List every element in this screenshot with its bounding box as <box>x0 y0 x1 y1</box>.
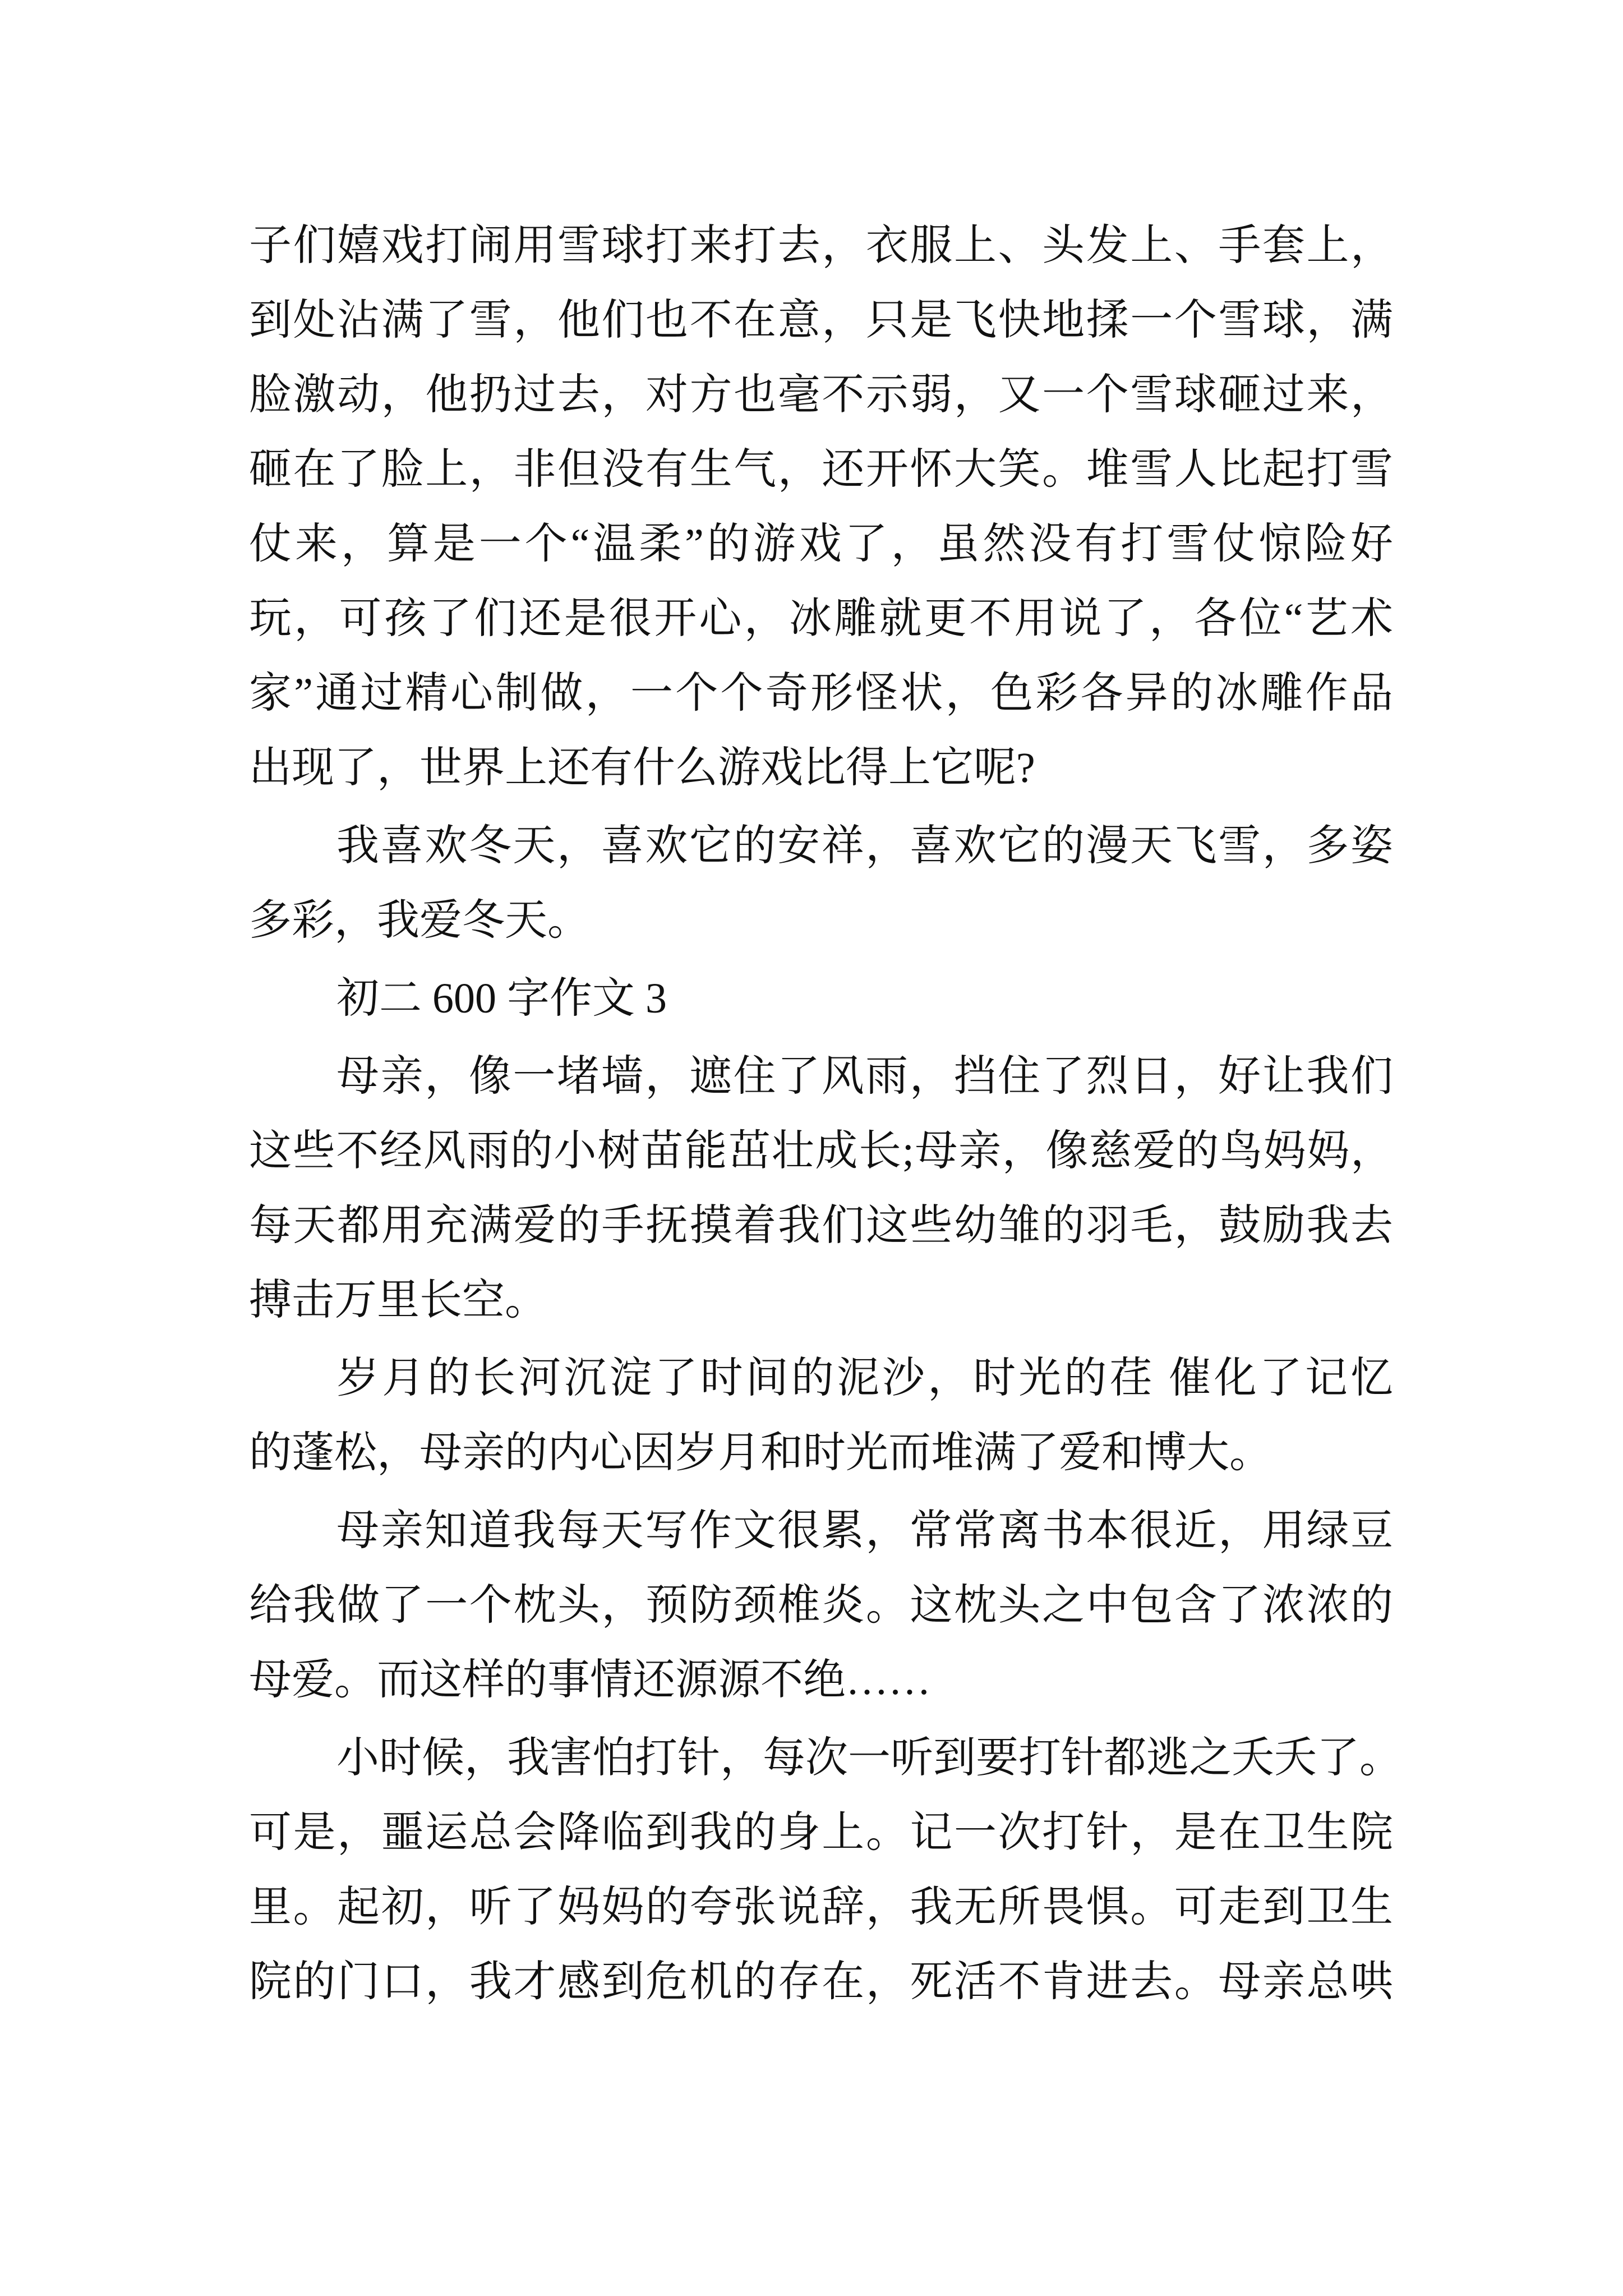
document-body <box>249 209 1402 2019</box>
section-heading <box>249 961 1393 1036</box>
paragraph-injection <box>249 1721 1402 2019</box>
text-line: 可是，噩运总会降临到我的身上。记一次打针，是在卫生院 <box>249 1809 1393 1856</box>
text-line: 到处沾满了雪，他们也不在意，只是飞快地揉一个雪球，满 <box>249 297 1393 344</box>
text-line: 搏击万里长空。 <box>249 1277 547 1324</box>
text-line: 多彩，我爱冬天。 <box>249 897 590 944</box>
text-line: 玩，可孩了们还是很开心，冰雕就更不用说了，各位“艺术 <box>249 595 1393 642</box>
paragraph-years-river <box>249 1341 1393 1490</box>
text-line: 母亲，像一堵墙，遮住了风雨，挡住了烈日，好让我们 <box>336 1053 1393 1100</box>
paragraph-pillow <box>249 1494 1393 1718</box>
text-line: 子们嬉戏打闹用雪球打来打去，衣服上、头发上、手套上， <box>249 222 1393 269</box>
text-line: 给我做了一个枕头，预防颈椎炎。这枕头之中包含了浓浓的 <box>249 1582 1393 1629</box>
text-line: 家”通过精心制做，一个个奇形怪状，色彩各异的冰雕作品 <box>249 670 1393 717</box>
text-line: 小时候，我害怕打针，每次一听到要打针都逃之夭夭了。 <box>336 1734 1402 1782</box>
text-line: 脸激动，他扔过去，对方也毫不示弱，又一个雪球砸过来， <box>249 371 1393 418</box>
text-line: 母亲知道我每天写作文很累，常常离书本很近，用绿豆 <box>336 1507 1393 1554</box>
section-heading-text: 初二 600 字作文 3 <box>336 975 667 1022</box>
text-line: 的蓬松，母亲的内心因岁月和时光而堆满了爱和博大。 <box>249 1429 1272 1476</box>
paragraph-mother-wall <box>249 1039 1393 1338</box>
text-line: 这些不经风雨的小树苗能茁壮成长;母亲，像慈爱的鸟妈妈， <box>249 1128 1393 1175</box>
text-line: 我喜欢冬天，喜欢它的安祥，喜欢它的漫天飞雪，多姿 <box>336 822 1393 869</box>
text-line: 每天都用充满爱的手抚摸着我们这些幼雏的羽毛，鼓励我去 <box>249 1202 1393 1249</box>
text-line: 院的门口，我才感到危机的存在，死活不肯进去。母亲总哄 <box>249 1958 1393 2005</box>
text-line: 仗来，算是一个“温柔”的游戏了，虽然没有打雪仗惊险好 <box>249 521 1393 568</box>
paragraph-snow-games <box>249 209 1393 806</box>
text-line: 出现了，世界上还有什么游戏比得上它呢? <box>249 744 1035 792</box>
text-line: 母爱。而这样的事情还源源不绝…… <box>249 1657 931 1704</box>
text-line: 砸在了脸上，非但没有生气，还开怀大笑。堆雪人比起打雪 <box>249 446 1393 493</box>
text-line: 岁月的长河沉淀了时间的泥沙，时光的荏 催化了记忆 <box>336 1355 1393 1402</box>
paragraph-love-winter <box>249 809 1393 958</box>
text-line: 里。起初，听了妈妈的夸张说辞，我无所畏惧。可走到卫生 <box>249 1884 1393 1931</box>
